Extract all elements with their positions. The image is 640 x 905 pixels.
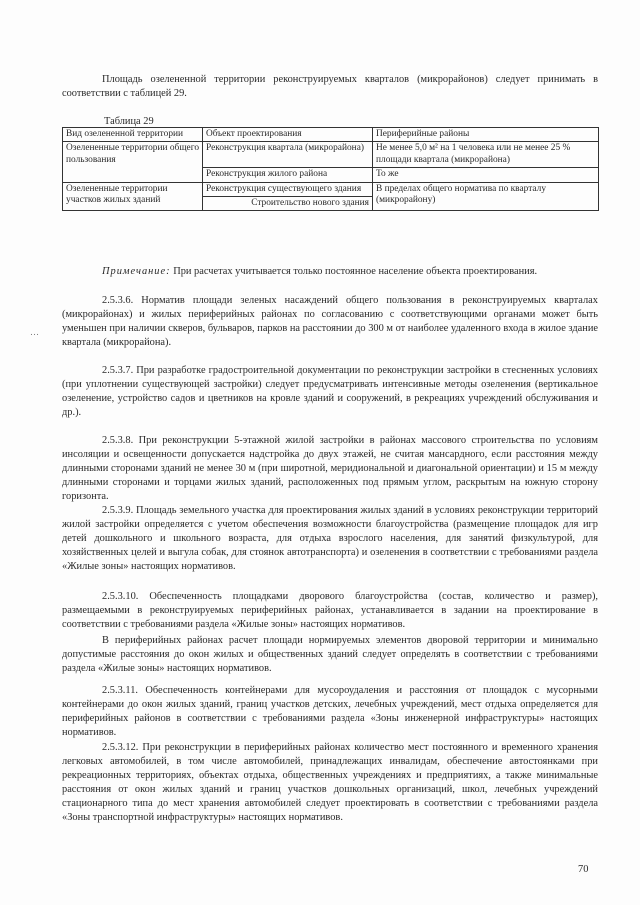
table-cell: Реконструкция квартала (микрорайона) (203, 142, 373, 168)
table-cell: То же (373, 168, 599, 182)
paragraph-2-5-3-9: 2.5.3.9. Площадь земельного участка для проектирования жилых зданий в условиях реконструкции территорий жилой застройки определяется с учетом обеспечения возможности благоустройства (размещение площадок для игр детей дошкольного и школьного возраста, для отдыха взрослого населения, для занятий физкультурой, для хозяйственных целей и выгула собак, для стоянок автотранспорта) и озеленения в соответствии с требованиями раздела «Жилые зоны» настоящих нормативов. (62, 505, 598, 572)
table-cell: В пределах общего норматива по кварталу (микрорайону) (373, 182, 599, 211)
intro-paragraph: Площадь озелененной территории реконструируемых кварталов (микрорайонов) следует принимать в соответствии с таблицей 29. (62, 74, 598, 99)
paragraph-2-5-3-11: 2.5.3.11. Обеспеченность контейнерами для мусороудаления и расстояния от площадок с мусорными контейнерами до окон жилых зданий, границ участков детских, лечебных учреждений, мест отдыха определяется для периферийных районов в соответствии с требованиями раздела «Зоны инженерной инфраструктуры» настоящих нормативов. (62, 685, 598, 738)
paragraph-2-5-3-6: 2.5.3.6. Норматив площади зеленых насаждений общего пользования в реконструируемых кварталах (микрорайонах) и жилых периферийных районах по согласованию с соответствующими органами может быть уменьшен при наличии скверов, бульваров, парков на расстоянии до 300 м от наиболее удаленного входа в жилое здание квартала (микрорайона). (62, 295, 598, 348)
page-number: 70 (578, 864, 589, 875)
table-cell: Озелененные территории участков жилых зданий (63, 182, 203, 211)
table-cell: Озелененные территории общего пользования (63, 142, 203, 182)
paragraph-peripheral: В периферийных районах расчет площади нормируемых элементов дворовой территории и минимально допустимые расстояния до окон жилых и общественных зданий следует определять в соответствии с требованиями раздела «Жилые зоны» настоящих нормативов. (62, 635, 598, 674)
note-text: При расчетах учитывается только постоянное население объекта проектирования. (173, 266, 538, 277)
table-caption: Таблица 29 (104, 116, 154, 127)
margin-mark: … (30, 327, 39, 337)
paragraph-2-5-3-7: 2.5.3.7. При разработке градостроительной документации по реконструкции застройки в стесненных условиях (при уплотнении существующей застройки) следует предусматривать интенсивные методы озеленения (вертикальное озеленение, устройство садов и цветников на кровле зданий и сооружений, в рекреациях учреждений обслуживания и др.). (62, 365, 598, 418)
paragraph-2-5-3-12: 2.5.3.12. При реконструкции в периферийных районах количество мест постоянного и временного хранения легковых автомобилей, в том числе автомобилей, принадлежащих инвалидам, обеспечение автостоянками при рекреационных территориях, объектах отдыха, общественных учреждениях и предприятиях, а также минимальные расстояния от окон жилых зданий и границ участков дошкольных организаций, школ, лечебных учреждений стационарного типа до мест хранения автомобилей следует проектировать в соответствии с требованиями раздела «Зоны транспортной инфраструктуры» настоящих нормативов. (62, 742, 598, 823)
table-cell: Не менее 5,0 м² на 1 человека или не менее 25 % площади квартала (микрорайона) (373, 142, 599, 168)
table-header-cell: Вид озелененной территории (63, 128, 203, 142)
table-cell: Реконструкция жилого района (203, 168, 373, 182)
table-header-row (63, 128, 599, 142)
table-row (63, 182, 599, 196)
table-29 (62, 127, 599, 211)
paragraph-2-5-3-8: 2.5.3.8. При реконструкции 5-этажной жилой застройки в районах массового строительства по условиям инсоляции и освещенности допускается надстройка до двух этажей, не считая мансардного, если расстояния между длинными сторонами зданий не менее 30 м (при широтной, меридиональной и диагональной ориентации) и 15 м между длинными сторонами и торцами жилых зданий, расположенных под прямым углом, раскрытым на южную сторону горизонта. (62, 435, 598, 502)
table-header-cell: Объект проектирования (203, 128, 373, 142)
table-cell: Строительство нового здания (203, 197, 373, 211)
table-row (63, 142, 599, 168)
table-cell: Реконструкция существующего здания (203, 182, 373, 196)
table-note (62, 265, 598, 279)
paragraph-2-5-3-10: 2.5.3.10. Обеспеченность площадками дворового благоустройства (состав, количество и размер), размещаемыми в реконструируемых периферийных районах, устанавливается в задании на проектирование в соответствии с требованиями раздела «Жилые зоны» настоящих нормативов. (62, 591, 598, 630)
note-label: Примечание: (102, 266, 171, 277)
table-header-cell: Периферийные районы (373, 128, 599, 142)
